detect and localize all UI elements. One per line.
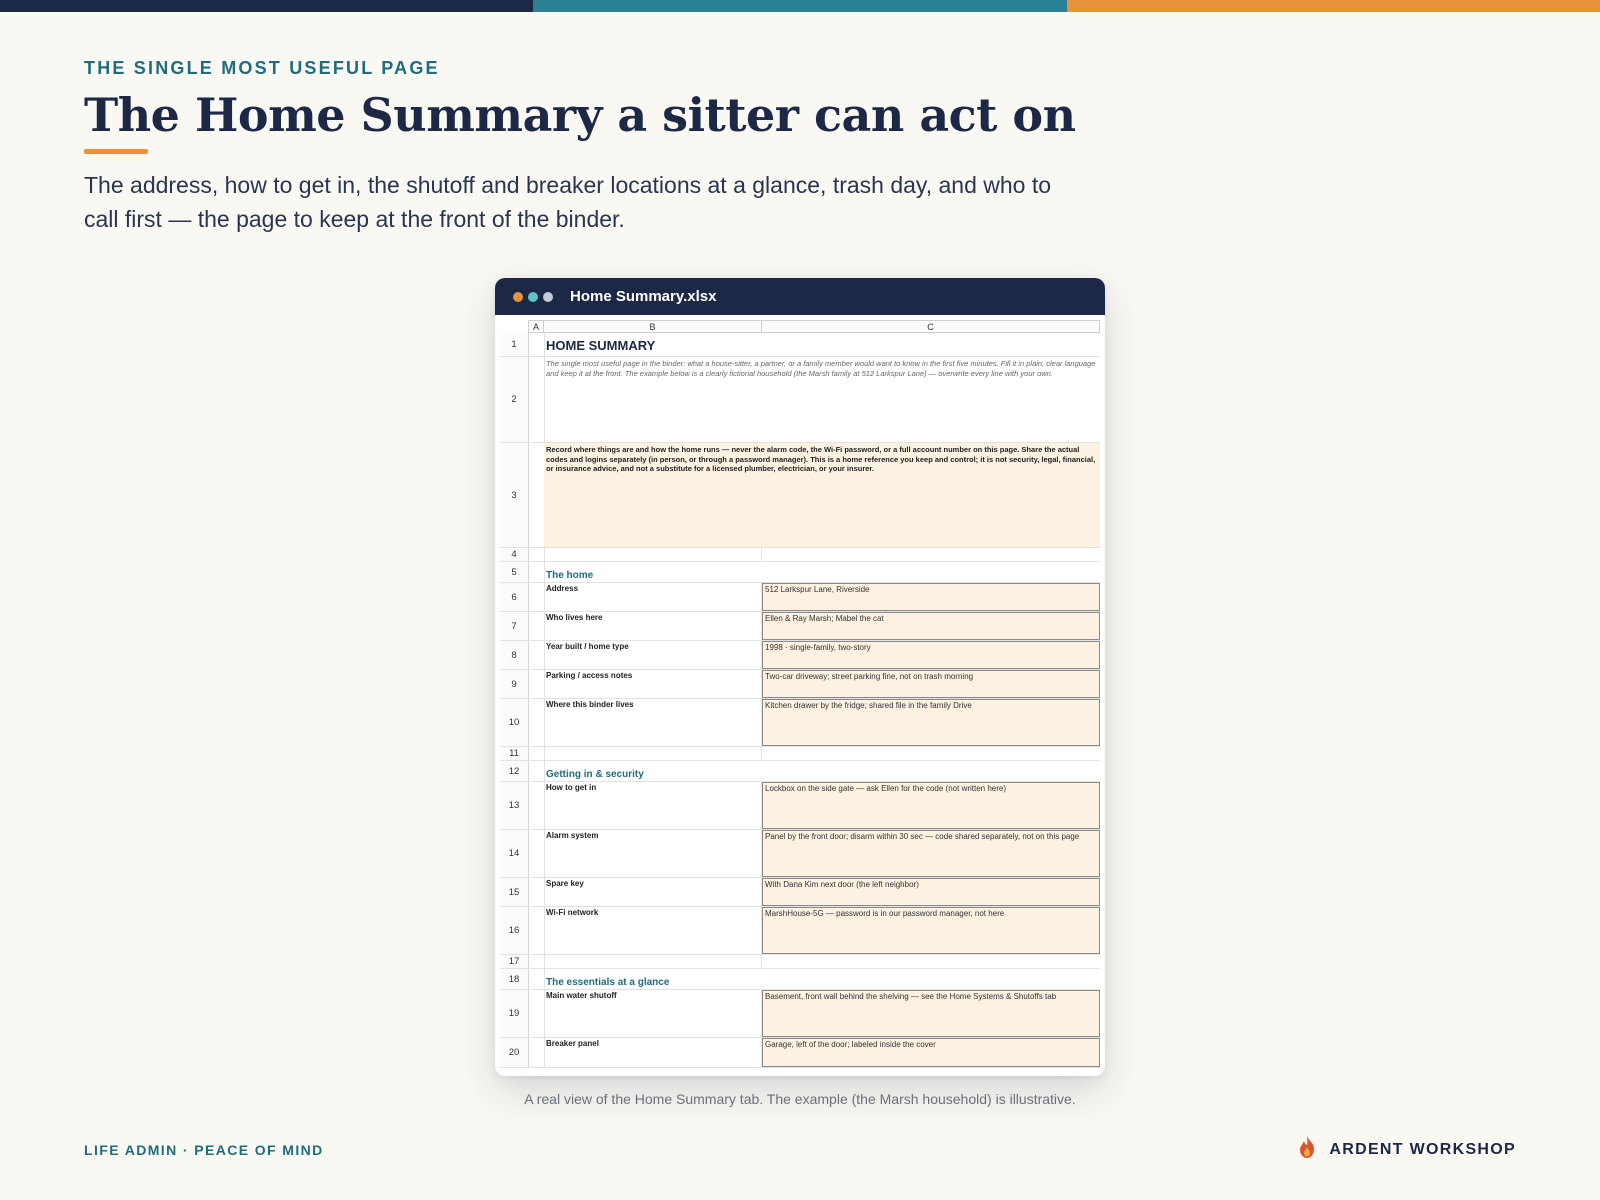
field-value[interactable]: With Dana Kim next door (the left neighbor) (762, 878, 1100, 906)
row-number[interactable]: 4 (500, 548, 529, 561)
spreadsheet-window (495, 278, 1105, 1076)
field-label[interactable]: How to get in (544, 782, 762, 829)
row-number[interactable]: 15 (500, 878, 529, 906)
section-title[interactable]: The home (546, 570, 594, 581)
page-title: The Home Summary a sitter can act on (84, 88, 1076, 142)
row-number[interactable]: 13 (500, 782, 529, 829)
field-label[interactable]: Alarm system (544, 830, 762, 877)
field-label[interactable]: Main water shutoff (544, 990, 762, 1037)
accent-segment-navy (0, 0, 533, 12)
sheet-row (500, 333, 1100, 357)
field-label[interactable]: Who lives here (544, 612, 762, 640)
flame-icon (1297, 1135, 1317, 1164)
window-dot-teal (528, 292, 538, 302)
sheet-row (500, 357, 1100, 443)
intro-cell[interactable]: The single most useful page in the binder: what a house-sitter, a partner, or a family member would want to know in the first five minutes. Fill it in plain, clear language and keep it at the front. The example below is a clearly fictional household (the Marsh family at 512 Larkspur Lane) — overwrite every line with your own. (546, 359, 1096, 378)
window-dot-grey (543, 292, 553, 302)
section-title[interactable]: The essentials at a glance (546, 977, 670, 988)
column-header-c[interactable]: C (762, 320, 1100, 333)
spreadsheet-grid[interactable] (495, 315, 1105, 1076)
field-value[interactable]: 1998 · single-family, two-story (762, 641, 1100, 669)
field-label[interactable]: Parking / access notes (544, 670, 762, 698)
table-row (500, 990, 1100, 1038)
field-value[interactable]: 512 Larkspur Lane, Riverside (762, 583, 1100, 611)
sheet-row (500, 747, 1100, 761)
row-number[interactable]: 8 (500, 641, 529, 669)
sheet-title-cell[interactable]: HOME SUMMARY (546, 338, 656, 353)
column-header-a[interactable]: A (528, 320, 544, 333)
empty-cell[interactable] (762, 955, 1100, 968)
table-row (500, 830, 1100, 878)
field-label[interactable]: Year built / home type (544, 641, 762, 669)
sheet-row (500, 955, 1100, 969)
row-number[interactable]: 3 (500, 443, 529, 547)
table-row (500, 699, 1100, 747)
field-label[interactable]: Breaker panel (544, 1038, 762, 1067)
window-dot-orange (513, 292, 523, 302)
window-title: Home Summary.xlsx (570, 288, 717, 305)
column-header-b[interactable]: B (544, 320, 762, 333)
row-number[interactable]: 2 (500, 357, 529, 442)
table-row (500, 612, 1100, 641)
table-row (500, 878, 1100, 907)
row-number[interactable]: 12 (500, 761, 529, 781)
field-value[interactable]: Lockbox on the side gate — ask Ellen for the code (not written here) (762, 782, 1100, 829)
section-header-row (500, 562, 1100, 583)
table-row (500, 583, 1100, 612)
title-underline (84, 149, 148, 154)
brand-lockup[interactable] (1297, 1135, 1516, 1164)
field-label[interactable]: Spare key (544, 878, 762, 906)
row-number[interactable]: 14 (500, 830, 529, 877)
accent-segment-teal (533, 0, 1066, 12)
empty-cell[interactable] (762, 548, 1100, 561)
field-value[interactable]: MarshHouse-5G — password is in our password manager, not here (762, 907, 1100, 954)
row-number[interactable]: 9 (500, 670, 529, 698)
row-number[interactable]: 11 (500, 747, 529, 760)
row-number[interactable]: 17 (500, 955, 529, 968)
window-titlebar (495, 278, 1105, 315)
field-label[interactable]: Where this binder lives (544, 699, 762, 746)
sheet-row (500, 548, 1100, 562)
field-value[interactable]: Kitchen drawer by the fridge; shared file in the family Drive (762, 699, 1100, 746)
section-header-row (500, 969, 1100, 990)
empty-cell[interactable] (762, 747, 1100, 760)
eyebrow-label: THE SINGLE MOST USEFUL PAGE (84, 58, 440, 78)
row-number[interactable]: 19 (500, 990, 529, 1037)
section-header-row (500, 761, 1100, 782)
table-row (500, 907, 1100, 955)
brand-name: ARDENT WORKSHOP (1329, 1140, 1516, 1158)
footer-tagline: LIFE ADMIN · PEACE OF MIND (84, 1142, 324, 1158)
row-number[interactable]: 1 (500, 333, 529, 356)
empty-cell[interactable] (544, 955, 762, 968)
table-row (500, 670, 1100, 699)
top-accent-bar (0, 0, 1600, 12)
empty-cell[interactable] (544, 747, 762, 760)
accent-segment-orange (1067, 0, 1600, 12)
field-value[interactable]: Garage, left of the door; labeled inside the cover (762, 1038, 1100, 1067)
row-number[interactable]: 5 (500, 562, 529, 582)
field-value[interactable]: Two-car driveway; street parking fine, not on trash morning (762, 670, 1100, 698)
field-label[interactable]: Address (544, 583, 762, 611)
table-row (500, 1038, 1100, 1068)
screenshot-caption: A real view of the Home Summary tab. The example (the Marsh household) is illustrative. (524, 1091, 1076, 1107)
table-row (500, 641, 1100, 670)
lede-paragraph: The address, how to get in, the shutoff and breaker locations at a glance, trash day, and who to call first — the page to keep at the front of the binder. (84, 172, 1052, 232)
row-number[interactable]: 20 (500, 1038, 529, 1067)
sheet-row (500, 443, 1100, 548)
section-title[interactable]: Getting in & security (546, 769, 644, 780)
field-value[interactable]: Ellen & Ray Marsh; Mabel the cat (762, 612, 1100, 640)
row-number[interactable]: 10 (500, 699, 529, 746)
row-number[interactable]: 18 (500, 969, 529, 989)
notice-cell[interactable]: Record where things are and how the home runs — never the alarm code, the Wi-Fi password, or a full account number on this page. Share the actual codes and logins separately (in person, or through a password manager). This is a home reference you keep and control; it is not security, legal, financial, or insurance advice, and not a substitute for a licensed plumber, electrician, or your insurer. (544, 443, 1100, 547)
field-value[interactable]: Basement, front wall behind the shelving — see the Home Systems & Shutoffs tab (762, 990, 1100, 1037)
row-number[interactable]: 16 (500, 907, 529, 954)
field-label[interactable]: Wi-Fi network (544, 907, 762, 954)
row-number[interactable]: 6 (500, 583, 529, 611)
field-value[interactable]: Panel by the front door; disarm within 30 sec — code shared separately, not on this page (762, 830, 1100, 877)
table-row (500, 782, 1100, 830)
empty-cell[interactable] (544, 548, 762, 561)
row-number[interactable]: 7 (500, 612, 529, 640)
